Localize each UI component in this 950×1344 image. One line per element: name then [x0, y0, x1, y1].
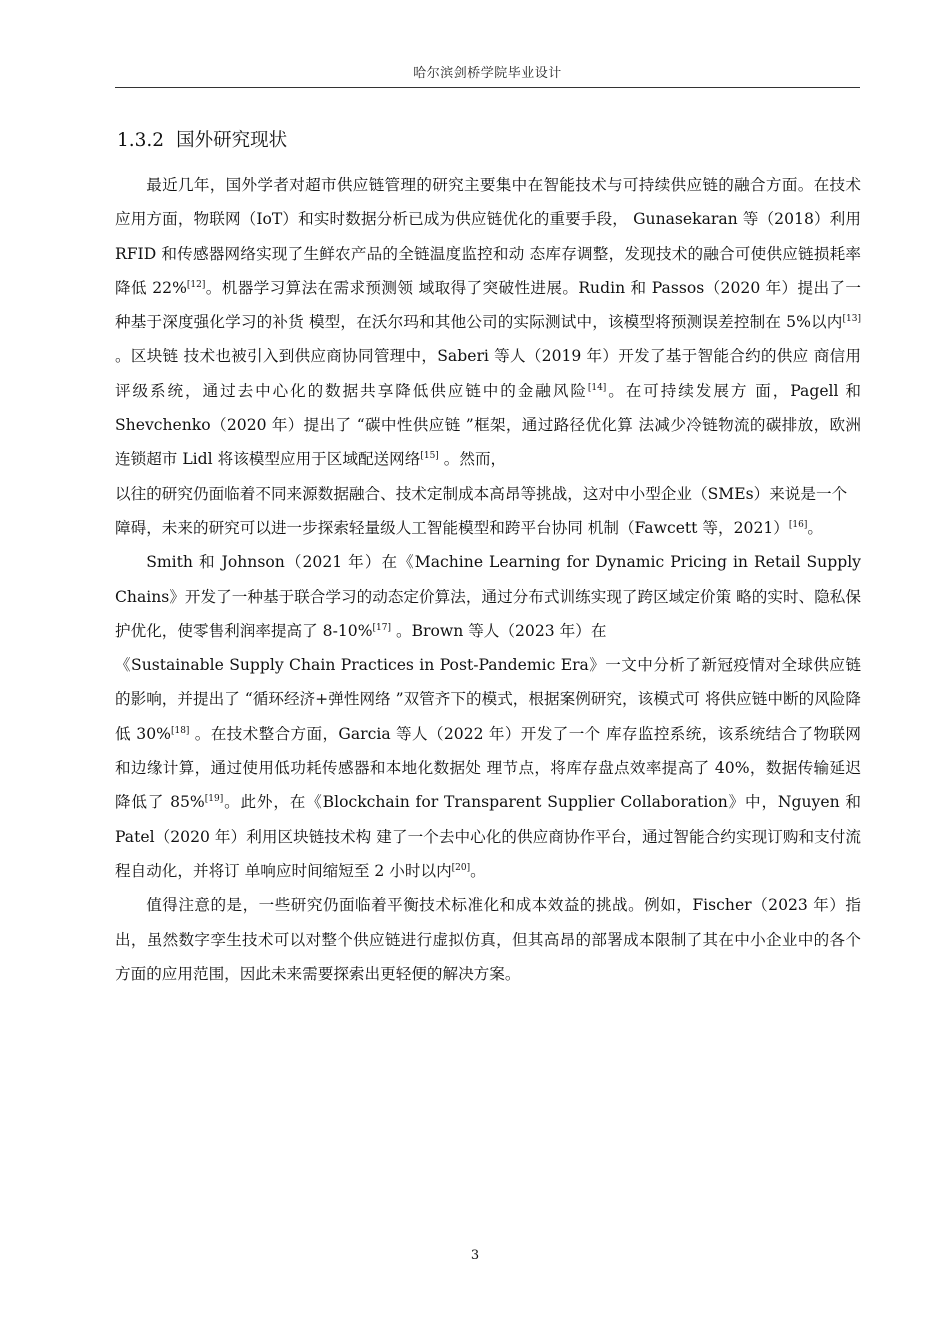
citation-ref: [19] — [204, 794, 224, 805]
page-header: 哈尔滨剑桥学院毕业设计 — [413, 66, 562, 81]
citation-ref: [20] — [451, 862, 471, 873]
document-body — [115, 168, 861, 991]
text-run: 。区块链 技术也被引入到供应商协同管理中，Saberi 等人（2019 年）开发了基于智能合约的供应 商信用评级系统，通过去中心化的数据共享降低供应链中的金融风险 — [115, 347, 861, 400]
header-rule — [115, 87, 860, 88]
citation-ref: [17] — [372, 622, 392, 633]
citation-ref: [12] — [186, 279, 206, 290]
text-run: 。Brown 等人（2023 年）在 — [391, 621, 607, 640]
text-run: 以往的研究仍面临着不同来源数据融合、技术定制成本高昂等挑战，这对中小型企业（SMEs）来说是一个障碍，未来的研究可以进一步探索轻量级人工智能模型和跨平台协同 机制（Fawcett 等，2021） — [115, 484, 848, 537]
text-run: 《Sustainable Supply Chain Practices in Post-Pandemic Era》一文中分析了新冠疫情对全球供应链的影响，并提出了 “循环经济+弹性网络 ”双管齐下的模式，根据案例研究，该模式可 将供应链中断的风险降低 30% — [115, 656, 861, 743]
paragraph-5 — [115, 888, 861, 991]
citation-ref: [16] — [788, 519, 808, 530]
citation-ref: [15] — [420, 451, 439, 462]
paragraph-2 — [115, 477, 861, 546]
text-run: Smith 和 Johnson（2021 年）在《Machine Learning for Dynamic Pricing in Retail Supply Chains》开发了一种基于联合学习的动态定价算法，通过分布式训练实现了跨区域定价策 略的实时、隐私保护优化，使零售利润率提高了 8-10% — [115, 553, 861, 640]
text-run: 。此外，在《Blockchain for Transparent Supplier Collaboration》中，Nguyen 和 Patel（2020 年）利用区块链技术构 建了一个去中心化的供应商协作平台，通过智能合约实现订购和支付流程自动化，并将订 单响应时间缩短至 2 小时以内 — [115, 793, 862, 880]
page-number: 3 — [470, 1248, 480, 1263]
paragraph-4 — [115, 648, 861, 888]
paragraph-3 — [115, 545, 861, 648]
text-run: 。 — [470, 861, 486, 880]
section-heading — [117, 126, 287, 152]
text-run: 值得注意的是，一些研究仍面临着平衡技术标准化和成本效益的挑战。例如，Fischer（2023 年）指出，虽然数字孪生技术可以对整个供应链进行虚拟仿真，但其高昂的部署成本限制了其在中小企业中的各个方面的应用范围，因此未来需要探索出更轻便的解决方案。 — [115, 896, 861, 983]
citation-ref: [14] — [587, 382, 607, 393]
text-run: 。机器学习算法在需求预测领 域取得了突破性进展。Rudin 和 Passos（2020 年）提出了一种基于深度强化学习的补货 模型，在沃尔玛和其他公司的实际测试中，该模型将预测误差控制在 5%以内 — [115, 278, 861, 332]
text-run: 。 — [807, 518, 823, 537]
paragraph-1 — [115, 168, 861, 477]
text-run: 。然而， — [438, 450, 507, 469]
text-run: 最近几年，国外学者对超市供应链管理的研究主要集中在智能技术与可持续供应链的融合方面。在技术应用方面，物联网（IoT）和实时数据分析已成为供应链优化的重要手段， Gunasekaran 等（2018）利用 RFID 和传感器网络实现了生鲜农产品的全链温度监控和动 态库存调整，发现技术的融合可使供应链损耗率降低 22% — [115, 176, 861, 297]
text-run: 。在可持续发展方 面，Pagell 和 Shevchenko（2020 年）提出了 “碳中性供应链 ”框架，通过路径优化算 法减少冷链物流的碳排放，欧洲连锁超市 Lidl 将该模型应用于区域配送网络 — [115, 381, 861, 469]
citation-ref: [18] — [170, 725, 190, 736]
citation-ref: [13] — [842, 314, 861, 325]
section-number: 1.3.2 — [117, 130, 165, 151]
section-title: 国外研究现状 — [176, 130, 288, 151]
text-run: 。在技术整合方面，Garcia 等人（2022 年）开发了一个 库存监控系统，该系统结合了物联网和边缘计算，通过使用低功耗传感器和本地化数据处 理节点，将库存盘点效率提高了 40%，数据传输延迟降低了 85% — [115, 724, 861, 812]
